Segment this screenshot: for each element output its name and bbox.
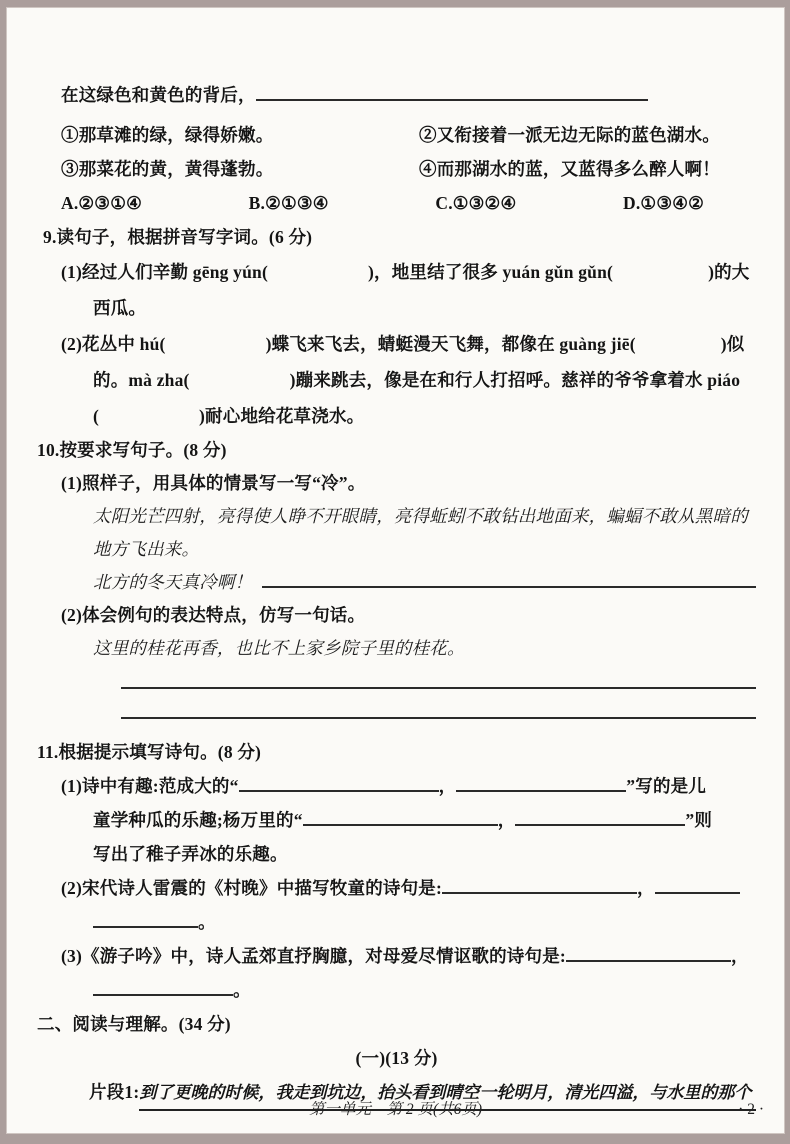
q11-sub1-comma: ， [438, 776, 457, 796]
q9-sub2-part-f: ( [93, 406, 100, 426]
answer-space [636, 349, 721, 350]
section2-part-label: (一)(13 分) [355, 1048, 438, 1068]
q9-sub1-line1 [37, 254, 756, 290]
q8-stem-line [37, 78, 756, 112]
q11-sub3-line2 [37, 973, 756, 1007]
answer-line [121, 687, 756, 689]
q11-title: 11.根据提示填写诗句。(8 分) [37, 742, 262, 762]
q10-example1-line1: 太阳光芒四射，亮得使人睁不开眼睛，亮得蚯蚓不敢钻出地面来，蝙蝠不敢从黑暗的 [93, 506, 748, 526]
q9-sub1-line2: 西瓜。 [93, 298, 147, 318]
q9-sub1-part-a: (1)经过人们辛勤 gēng yún( [61, 262, 268, 282]
q11-sub1-blank-1 [239, 785, 439, 792]
q9-sub2-part-e: )蹦来跳去，像是在和行人打招呼。慈祥的爷爷拿着水 piáo [289, 370, 741, 390]
q10-title: 10.按要求写句子。(8 分) [37, 440, 227, 460]
q8-item-2: ②又衔接着一派无边无际的蓝色湖水。 [419, 125, 720, 145]
answer-space [99, 421, 199, 422]
q9-title: 9.读句子，根据拼音写字词。(6 分) [43, 227, 313, 247]
q8-items-row-2 [37, 152, 756, 186]
fragment-text: 到了更晚的时候，我走到坑边，抬头看到晴空一轮明月，清光四溢，与水里的那个 [139, 1077, 756, 1111]
q8-options-row [37, 186, 756, 220]
answer-space [268, 277, 368, 278]
q9-sub2-line2 [37, 362, 756, 398]
q9-sub2-line1 [37, 326, 756, 362]
q11-sub3-part-a: (3)《游子吟》中，诗人孟郊直抒胸臆，对母爱尽情讴歌的诗句是: [61, 946, 566, 966]
q8-item-4: ④而那湖水的蓝，又蓝得多么醉人啊！ [419, 159, 720, 179]
answer-space [613, 277, 708, 278]
q8-option-d: D.①③④② [623, 193, 704, 213]
q10-prompt1-blank [262, 581, 756, 588]
q11-sub2-part-a: (2)宋代诗人雷震的《村晚》中描写牧童的诗句是: [61, 878, 443, 898]
exam-content [7, 8, 784, 1133]
q11-sub1-line2 [37, 803, 756, 837]
q11-sub3-period: 。 [233, 980, 251, 1000]
q8-items-row-1 [37, 118, 756, 152]
q11-sub1-part-d: 童学种瓜的乐趣;杨万里的“ [93, 810, 303, 830]
q11-sub1-part-f: ”则 [685, 810, 713, 830]
q9-sub2-part-g: )耐心地给花草浇水。 [199, 406, 365, 426]
q10-example1-line2: 地方飞出来。 [93, 539, 200, 559]
q11-sub1-line1 [37, 769, 756, 803]
q9-sub1-part-c: )的大 [708, 262, 750, 282]
q9-sub1-part-b: )，地里结了很多 yuán gǔn gǔn( [368, 262, 614, 282]
q11-sub1-part-c: ”写的是儿 [626, 776, 707, 796]
answer-line [121, 717, 756, 719]
q11-sub2-line1 [37, 871, 756, 905]
exam-page [6, 7, 785, 1134]
q11-sub3-blank-1 [566, 955, 731, 962]
q9-sub2-part-a: (2)花丛中 hú( [61, 334, 166, 354]
q8-stem-text: 在这绿色和黄色的背后， [61, 85, 256, 105]
q8-option-b: B.②①③④ [248, 193, 329, 213]
q8-stem-blank [256, 94, 648, 101]
q11-sub1-blank-2 [456, 785, 626, 792]
q9-sub2-part-d: 的。mà zha( [93, 370, 190, 390]
q8-item-1: ①那草滩的绿，绿得娇嫩。 [61, 125, 274, 145]
fragment-label: 片段1: [89, 1082, 140, 1102]
q9-sub2-line3 [37, 398, 756, 434]
q11-sub1-blank-4 [515, 819, 685, 826]
q11-sub3-comma: ， [730, 946, 749, 966]
q9-sub2-part-b: )蝶飞来飞去，蜻蜓漫天飞舞，都像在 guàng jiē( [265, 334, 636, 354]
q11-sub2-comma: ， [637, 878, 655, 898]
footer-unit-page-info: 第一单元 第 2 页(共6页) [308, 1101, 483, 1118]
q11-sub2-blank-3 [93, 921, 198, 928]
q10-example2: 这里的桂花再香，也比不上家乡院子里的桂花。 [93, 638, 465, 658]
q9-sub2-part-c: )似 [720, 334, 745, 354]
q8-item-3: ③那菜花的黄，黄得蓬勃。 [61, 159, 274, 179]
q11-sub2-period: 。 [198, 912, 216, 932]
footer-page-number: · 2 · [738, 1101, 764, 1118]
q11-sub3-blank-2 [93, 989, 233, 996]
q11-sub1-blank-3 [303, 819, 498, 826]
q10-prompt1-line [37, 566, 756, 599]
q11-sub1-part-a: (1)诗中有趣:范成大的“ [61, 776, 239, 796]
q11-sub2-blank-1 [442, 887, 637, 894]
q11-sub1-comma-2: ， [497, 810, 516, 830]
answer-space [190, 385, 290, 386]
q8-option-a: A.②③①④ [61, 193, 142, 213]
answer-space [166, 349, 266, 350]
q10-sub2: (2)体会例句的表达特点，仿写一句话。 [61, 605, 366, 625]
q11-sub3-line1 [37, 939, 756, 973]
q11-sub2-line2 [37, 905, 756, 939]
q11-sub2-blank-2 [655, 887, 740, 894]
section2-heading: 二、阅读与理解。(34 分) [37, 1014, 231, 1034]
q10-prompt1-text: 北方的冬天真冷啊！ [93, 572, 253, 592]
q10-sub1: (1)照样子，用具体的情景写一写“冷”。 [61, 473, 366, 493]
q8-option-c: C.①③②④ [435, 193, 517, 213]
q11-sub1-line3: 写出了稚子弄冰的乐趣。 [93, 844, 288, 864]
